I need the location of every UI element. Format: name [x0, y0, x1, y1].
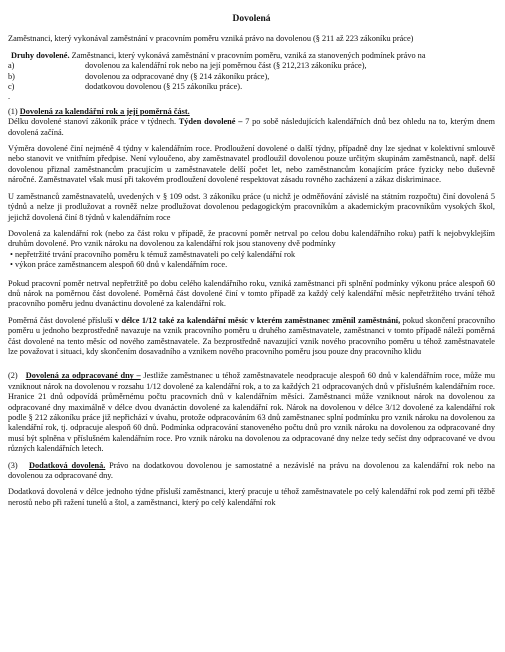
list-item-text: dodatkovou dovolenou (§ 215 zákoníku práce).: [85, 82, 243, 92]
section-1-number: (1): [8, 106, 18, 116]
list-item: [8, 82, 495, 92]
list-item: [8, 72, 495, 82]
list-item-text: dovolenou za kalendářní rok nebo na její poměrnou část (§ 212,213 zákoníku práce),: [85, 61, 367, 71]
types-paragraph: [8, 51, 495, 61]
section-2-title: Dovolená za odpracované dny –: [25, 371, 141, 381]
section-2-paragraph: [8, 371, 495, 454]
section-2-condition: Podmínka odpracování stanoveného počtu dnů pro vznik nároku na dovolenou za odpracované dny musí být splněna v příslušném kalendářním roce. Pro vznik nároku na dovolenou za odpracované dny nelze tedy sečíst dny odpracované ve dvou různých kalendářních letech.: [8, 423, 495, 454]
section-3-paragraph-2: Dodatková dovolená v délce jednoho týdne přísluší zaměstnanci, který pracuje u téhož zaměstnavatele po celý kalendářní rok pod zemí při těžbě nerostů nebo při ražení tunelů a štol, a zaměstnanci, který po celý kalendářní rok: [8, 487, 495, 507]
section-1-paragraph-1: [8, 117, 495, 138]
section-1-paragraph-4: Dovolená za kalendářní rok (nebo za část roku v případě, že pracovní poměr netrval po celou dobu kalendářního roku) patří k nejobvyklejším druhům dovolené. Pro vznik nároku na dovolenou za kalendářní rok jsou stanoveny dvě podmínky: [8, 228, 495, 249]
stray-dot: .: [8, 92, 11, 102]
conditions-list: [8, 250, 495, 271]
week-term: Týden dovolené –: [176, 117, 243, 127]
partial-leave-condition: Pokud pracovní poměr netrval nepřetržitě po dobu celého kalendářního roku, vzniká zaměstnanci při splnění podmínky výkonu práce alespoň 60 dnů nárok na poměrnou část dovolené.: [8, 278, 495, 298]
section-2-text: Jestliže zaměstnanec u téhož zaměstnavatele neodpracuje alespoň 60 dnů v kalendářním roce, může mu vzniknout nárok na dovolenou v rozsahu 1/12 dovolené za kalendářní rok, a to za každých 21 odpracovaných dnů v příslušném kalendářním roce. Hranice 21 dnů odpovídá průměrnému počtu pracovních dnů v kalendářním měsíci. Zaměstnanci může vzniknout nárok na dovolenou za odpracované dny maximálně v délce dvou dvanáctin dovolené za kalendářní rok. Nárok na dovolenou v délce 3/12 dovolené za kalendářní rok podle § 212 zákoníku práce již nepřichází v úvahu, protože odpracováním 63 dnů zaměstnanec splní podmínku pro vznik nároku na dovolenou za kalendářní rok, tj. odpracuje alespoň 60 dnů.: [8, 371, 495, 433]
page-title: Dovolená: [232, 14, 271, 24]
list-item-label: c): [8, 82, 15, 92]
job-change-detail: pokud skončení pracovního poměru u jednoho bezprostředně navazuje na vznik pracovního poměru u druhého zaměstnavatele, zaměstnanci v tomto případě náleží poměrná část dovolené na tento měsíc od nového zaměstnavatele. Za bezprostředně navazující vznik nového pracovního poměru u téhož zaměstnavatele lze považovat i situaci, kdy skončením dosavadního a vznikem nového pracovního poměru jsou pouze dny pracovního klidu: [8, 315, 495, 356]
types-list: [8, 61, 495, 92]
section-1-paragraph-5: [8, 279, 495, 310]
section-1-paragraph-6: [8, 316, 495, 358]
job-change-intro: Poměrná část dovolené přísluší: [8, 315, 113, 325]
section-1-heading: [8, 107, 495, 117]
week-definition-intro: Délku dovolené stanoví zákoník práce v týdnech.: [8, 117, 177, 127]
section-2-number: (2): [8, 371, 18, 381]
section-3-paragraph: [8, 461, 495, 482]
list-item-label: a): [8, 61, 15, 71]
intro-paragraph: Zaměstnanci, který vykonával zaměstnání v pracovním poměru vzniká právo na dovolenou (§ 211 až 223 zákoníku práce): [8, 34, 414, 44]
section-3-title: Dodatková dovolená.: [28, 460, 106, 470]
section-1-paragraph-3: U zaměstnanců zaměstnavatelů, uvedených v § 109 odst. 3 zákoníku práce (u nichž je odměňování závislé na státním rozpočtu) činí dovolená 5 týdnů a nelze ji prodlužovat a rovněž nelze prodlužovat dovolenou pedagogickým pracovníkům a akademickým pracovníkům vysokých škol, jejichž dovolená činí 8 týdnů v kalendářním roce: [8, 191, 495, 222]
partial-leave-rule: Poměrná část dovolené činí v tomto případě za každý celý kalendářní měsíc nepřetržitého trvání téhož pracovního poměru jednu dvanáctinu dovolené za kalendářní rok.: [8, 288, 495, 309]
section-3-text: Právo na dodatkovou dovolenou je samostatné a nezávislé na právu na dovolenou za kalendářní rok nebo na dovolenou za odpracované dny.: [8, 460, 495, 481]
job-change-highlight: v délce 1/12 také za kalendářní měsíc v kterém zaměstnanec změnil zaměstnání,: [112, 315, 401, 325]
list-item: • výkon práce zaměstnancem alespoň 60 dnů v kalendářním roce.: [10, 260, 228, 270]
types-heading: Druhy dovolené.: [11, 50, 70, 60]
list-item-label: b): [8, 71, 15, 81]
section-1-title: Dovolená za kalendářní rok a její poměrná část.: [19, 106, 190, 116]
list-item-text: dovolenou za odpracované dny (§ 214 zákoníku práce),: [85, 71, 270, 81]
section-1-paragraph-2: Výměra dovolené činí nejméně 4 týdny v kalendářním roce. Prodloužení dovolené o další týdny, případně dny lze sjednat v kolektivní smlouvě nebo stanovit ve vnitřním předpise. Není vyloučeno, aby zaměstnavatel prodloužil dovolenou pouze určitým skupinám zaměstnanců, např. delší dovolenou přiznal zaměstnancům pracujícím u zaměstnavatele delší počet let, nebo zaměstnancům konajícím práce fyzicky nebo duševně náročné. Zaměstnavatel však musí při takovém prodloužení dovolené respektovat zásadu rovného zacházení a zákaz diskriminace.: [8, 144, 495, 185]
week-definition: 7 po sobě následujících kalendářních dnů bez ohledu na to, kterým dnem dovolená začíná.: [8, 117, 495, 137]
list-item: • nepřetržité trvání pracovního poměru k témuž zaměstnavateli po celý kalendářní rok: [10, 249, 296, 259]
section-3-number: (3): [8, 460, 18, 470]
list-item: [8, 61, 495, 71]
types-intro-tail: právo na: [396, 50, 426, 60]
types-intro: Zaměstnanci, který vykonává zaměstnání v pracovním poměru, vzniká za stanovených podmínek: [69, 50, 395, 60]
